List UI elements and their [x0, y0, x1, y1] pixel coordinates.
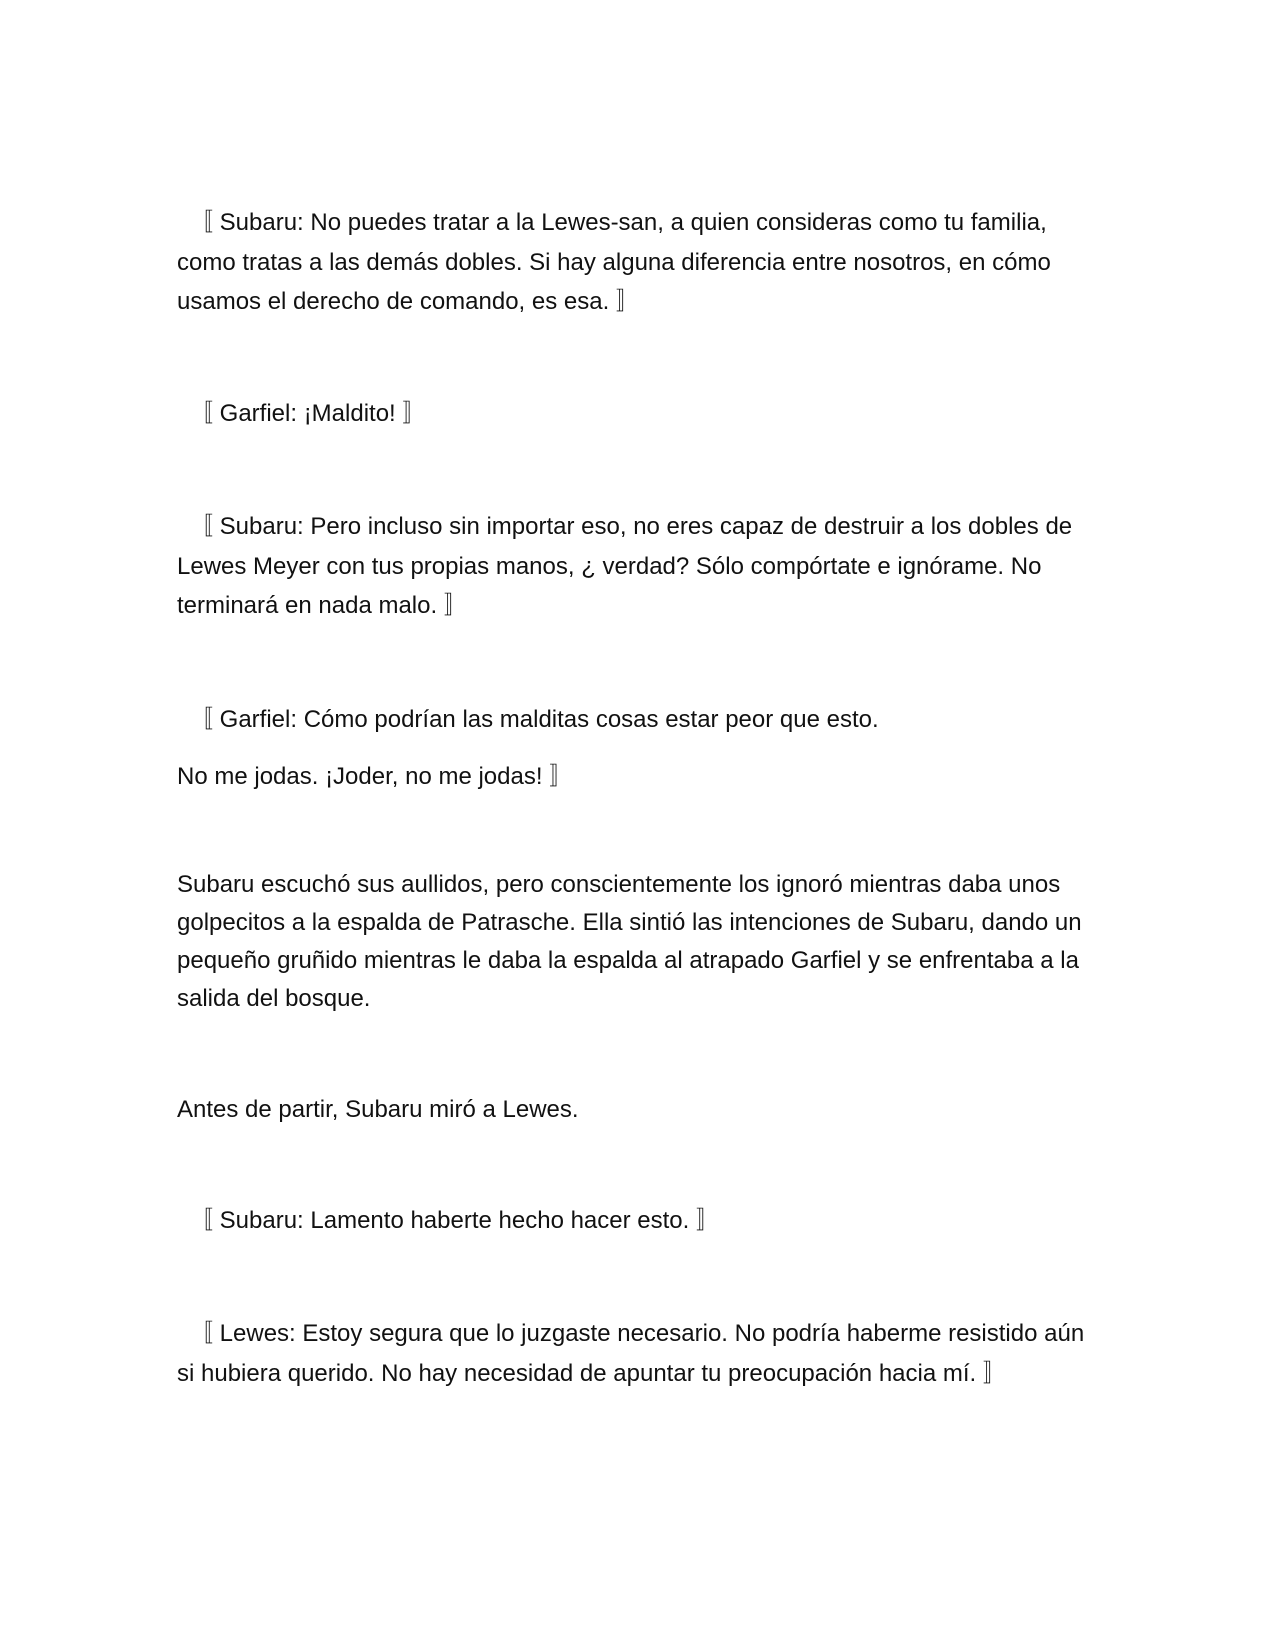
dialogue-garfiel-2-line-1: 〚 Garfiel: Cómo podrían las malditas cosas estar peor que esto. [177, 706, 879, 733]
narration-paragraph-2: Antes de partir, Subaru miró a Lewes. [177, 1096, 579, 1123]
dialogue-subaru-1: 〚 Subaru: No puedes tratar a la Lewes-san, a quien consideras como tu familia, como tratas a las demás dobles. Si hay alguna diferencia entre nosotros, en cómo usamos el derecho de comando, es esa. 〛 [177, 209, 1058, 315]
dialogue-garfiel-2-line-2: No me jodas. ¡Joder, no me jodas! 〛 [177, 763, 574, 790]
dialogue-subaru-2: 〚 Subaru: Pero incluso sin importar eso, no eres capaz de destruir a los dobles de Lewes Meyer con tus propias manos, ¿ verdad? Sólo compórtate e ignórame. No terminará en nada malo. 〛 [177, 513, 1079, 619]
dialogue-subaru-3: 〚 Subaru: Lamento haberte hecho hacer esto. 〛 [177, 1207, 720, 1234]
dialogue-garfiel-1: 〚 Garfiel: ¡Maldito! 〛 [177, 400, 427, 427]
narration-paragraph-1: Subaru escuchó sus aullidos, pero conscientemente los ignoró mientras daba unos golpecitos a la espalda de Patrasche. Ella sintió las intenciones de Subaru, dando un pequeño gruñido mientras le daba la espalda al atrapado Garfiel y se enfrentaba a la salida del bosque. [177, 871, 1089, 1012]
dialogue-lewes-1: 〚 Lewes: Estoy segura que lo juzgaste necesario. No podría haberme resistido aún si hubiera querido. No hay necesidad de apuntar tu preocupación hacia mí. 〛 [177, 1320, 1091, 1387]
